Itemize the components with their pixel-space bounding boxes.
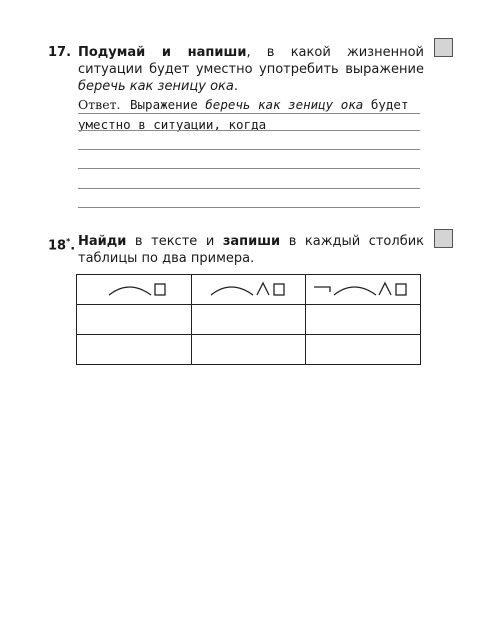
table-cell[interactable] [306, 305, 421, 335]
task-17-text [78, 44, 424, 95]
answer-rule-3[interactable] [78, 149, 420, 150]
table-cell[interactable] [191, 335, 306, 365]
task-18-bold2: запиши [222, 234, 281, 249]
root-suffix-suffix-ending-icon [193, 277, 303, 299]
root-suffix-ending-icon [79, 277, 189, 299]
task-17-number: 17. [48, 45, 72, 60]
prefix-root-suffix-suffix-ending-icon [308, 277, 418, 299]
task-17-text2: . [233, 79, 238, 94]
table-row [77, 335, 421, 365]
table-cell[interactable] [191, 305, 306, 335]
task-17-idiom: беречь как зеницу ока [78, 79, 234, 94]
task-17-text1: , в какой жизненной ситуации будет уместно употребить выражение [78, 45, 424, 77]
col2-scheme [191, 275, 306, 305]
morpheme-table [76, 274, 421, 365]
task-18-dot: . [70, 238, 76, 254]
task-18-bold1: Найди [78, 234, 127, 249]
answer-rule-2[interactable] [78, 130, 420, 131]
task-18-number-digits: 18 [48, 238, 67, 254]
task-18-text2: в каждый столбик таблицы по два примера. [78, 234, 425, 266]
score-box-18[interactable] [434, 229, 453, 248]
answer-label: Ответ. [78, 97, 121, 112]
answer-line-2: уместно в ситуации, когда [78, 117, 267, 132]
table-cell[interactable] [77, 335, 192, 365]
task-17-bold: Подумай и напиши [78, 45, 247, 60]
col1-scheme [77, 275, 192, 305]
answer-post: будет [363, 97, 409, 112]
answer-rule-5[interactable] [78, 188, 420, 189]
table-header-row [77, 275, 421, 305]
table-cell[interactable] [306, 335, 421, 365]
answer-rule-4[interactable] [78, 168, 420, 169]
task-18 [48, 233, 424, 267]
answer-line-1 [130, 97, 420, 112]
answer-pre: Выражение [130, 97, 206, 112]
task-18-number [48, 233, 75, 254]
task-18-star: * [66, 237, 71, 246]
task-18-text1: в тексте и [126, 234, 223, 249]
task-18-text [78, 233, 424, 267]
answer-rule-6[interactable] [78, 207, 420, 208]
task-17 [48, 44, 424, 95]
col3-scheme [306, 275, 421, 305]
table-cell[interactable] [77, 305, 192, 335]
score-box-17[interactable] [434, 38, 453, 57]
answer-rule-1[interactable] [78, 113, 420, 114]
table-row [77, 305, 421, 335]
answer-idiom: беречь как зеницу ока [205, 97, 364, 112]
